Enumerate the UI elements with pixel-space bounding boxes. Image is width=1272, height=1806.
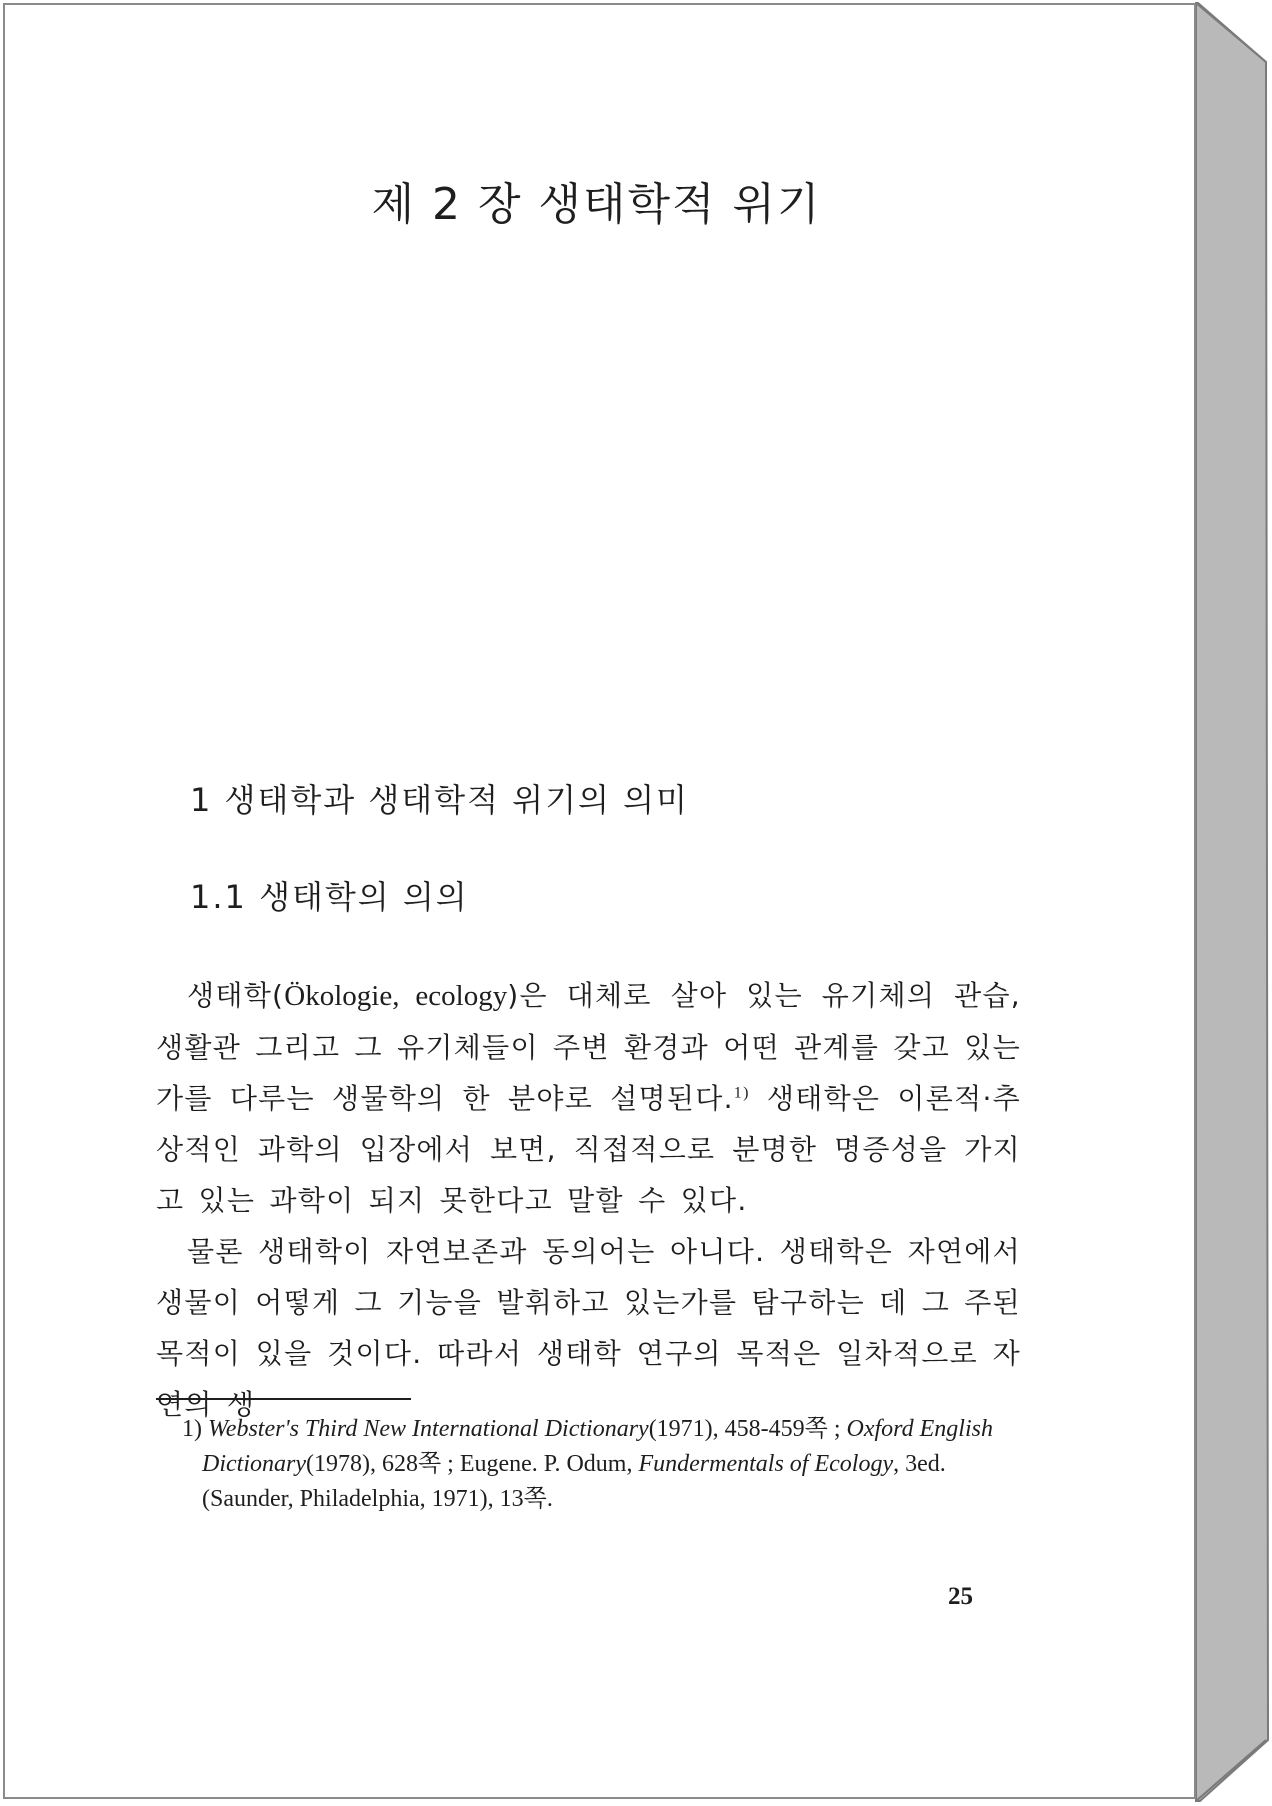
footnote bbox=[182, 1412, 1042, 1517]
footnote-ref2-title: Oxford English Dictionary bbox=[202, 1416, 993, 1477]
footnote-ref1-rest: (1971), 458-459쪽 ; bbox=[648, 1416, 847, 1442]
footnote-reference[interactable]: 1) bbox=[733, 1084, 750, 1102]
page-number: 25 bbox=[948, 1583, 973, 1610]
paragraph-1 bbox=[156, 970, 1021, 1226]
footnote-number: 1) bbox=[182, 1416, 202, 1442]
footnote-ref2-rest: (1978), 628쪽 ; Eugene. P. Odum, bbox=[305, 1451, 639, 1477]
footnote-ref3-rest: , 3ed. (Saunder, Philadelphia, 1971), 13쪽. bbox=[202, 1451, 946, 1512]
page-sheet bbox=[3, 3, 1196, 1799]
chapter-title: 제 2 장 생태학적 위기 bbox=[371, 179, 822, 230]
footnote-ref1-title: Webster's Third New International Dictionary bbox=[208, 1416, 649, 1442]
section-heading: 1 생태학과 생태학적 위기의 의미 bbox=[190, 781, 689, 819]
p1-latin-term: Ökologie, ecology bbox=[284, 980, 508, 1012]
footnote-divider bbox=[156, 1398, 411, 1400]
p1-text-a: 생태학( bbox=[187, 979, 285, 1012]
paragraph-2: 물론 생태학이 자연보존과 동의어는 아니다. 생태학은 자연에서 생물이 어떻게 그 기능을 발휘하고 있는가를 탐구하는 데 그 주된 목적이 있을 것이다. 따라서 생태학 연구의 목적은 일차적으로 자연의 생 bbox=[156, 1235, 1021, 1421]
subsection-heading: 1.1 생태학의 의의 bbox=[190, 878, 469, 916]
p1-text-b: )은 대체로 살아 있는 유기체의 관습, 생활관 그리고 그 유기체들이 주변 환경과 어떤 관계를 갖고 있는가를 다루는 생물학의 한 분야로 설명된다. bbox=[156, 979, 1021, 1115]
footnote-ref3-title: Fundermentals of Ecology bbox=[638, 1451, 894, 1477]
p1-text-c: 생태학은 이론적·추상적인 과학의 입장에서 보면, 직접적으로 분명한 명증성을 가지고 있는 과학이 되지 못한다고 말할 수 있다. bbox=[156, 1082, 1021, 1217]
body-text bbox=[156, 970, 1021, 1430]
